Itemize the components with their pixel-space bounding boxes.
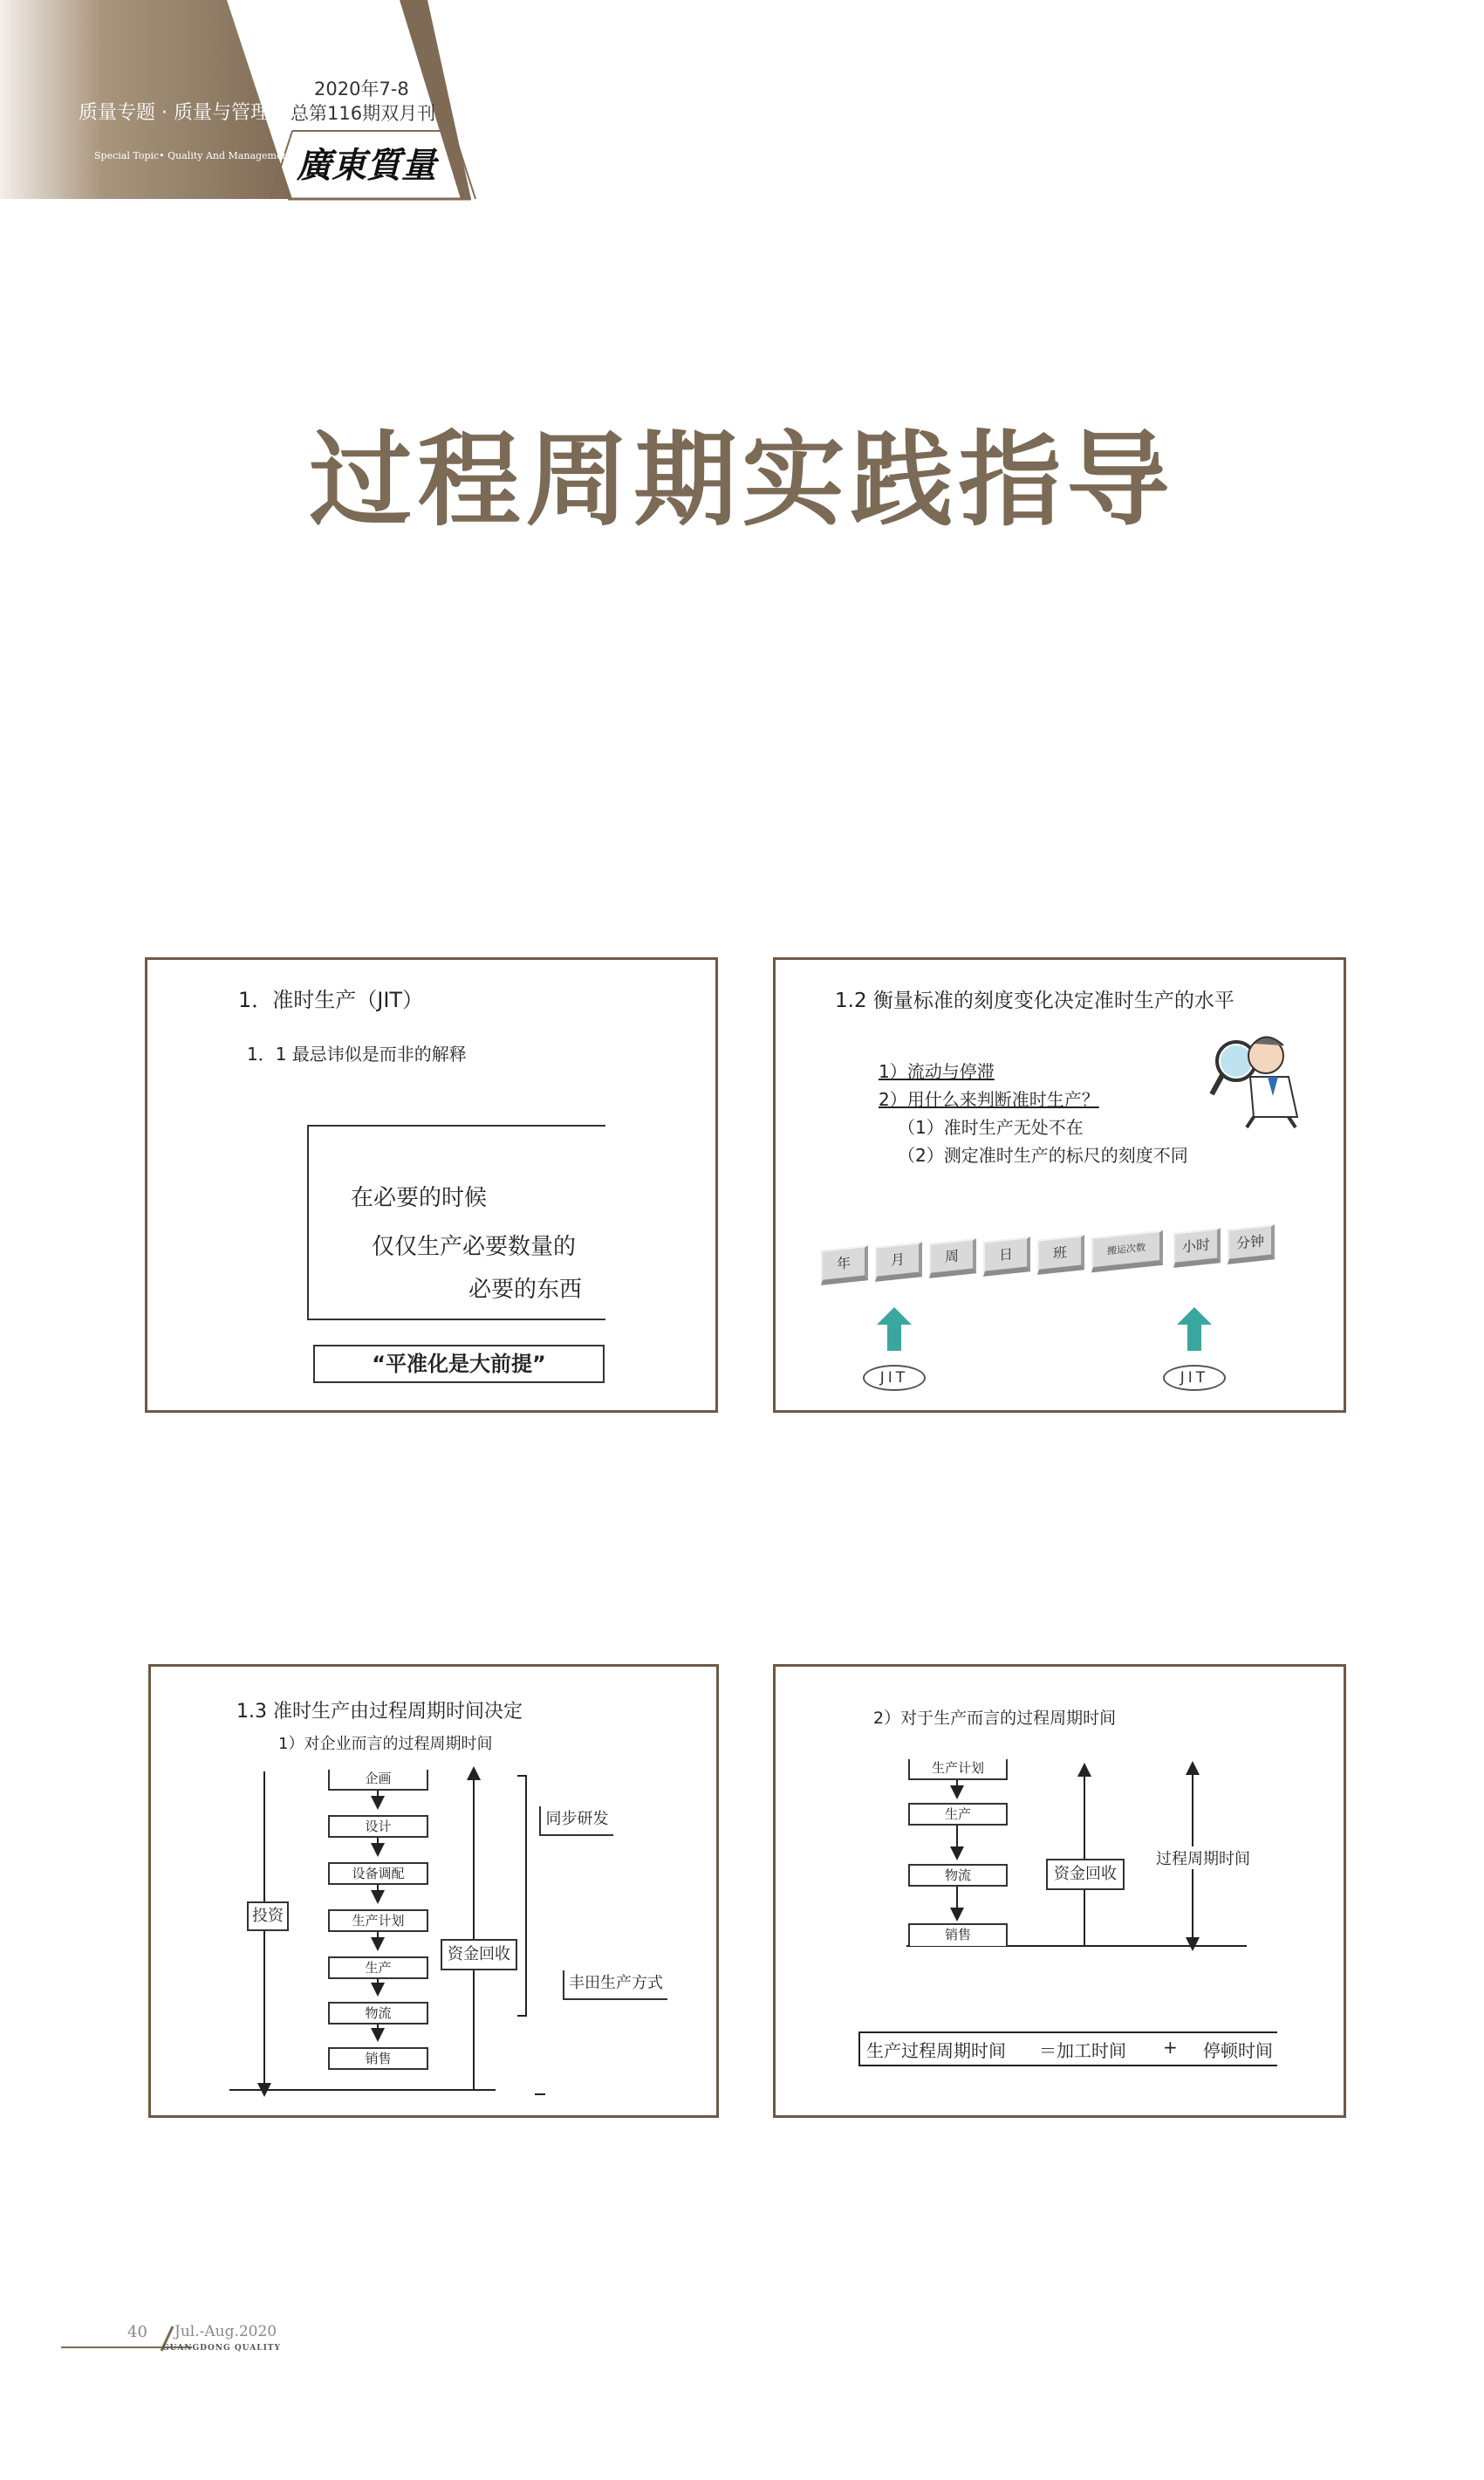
slide2-item2a: （1）准时生产无处不在 (898, 1117, 1084, 1138)
jit-label-1: JIT (863, 1365, 926, 1391)
p-label-fund-recovery: 资金回收 (1046, 1859, 1125, 1890)
label-sync-dev: 同步研发 (539, 1806, 613, 1836)
p-step-plan: 生产计划 (908, 1759, 1008, 1780)
header-issue-date: 2020年7-8 (314, 79, 409, 99)
page-title: 过程周期实践指导 (309, 419, 1175, 540)
slide2-item2: 2）用什么来判断准时生产？ (879, 1089, 1099, 1110)
jit-label-2: JIT (1163, 1365, 1226, 1391)
slide1-sub: 1．1 最忌讳似是而非的解释 (247, 1044, 467, 1065)
inspector-icon (1201, 1026, 1306, 1131)
footer-magazine: GUANGDONG QUALITY (162, 2344, 281, 2353)
header-issue-no: 总第116期双月刊 (291, 103, 436, 124)
scale-key-transport: 搬运次数 (1091, 1230, 1163, 1273)
scale-key-week: 周 (929, 1238, 976, 1278)
scale-key-day: 日 (983, 1237, 1030, 1277)
slide-enterprise-cycle (148, 1664, 719, 2118)
slide-jit (145, 957, 718, 1413)
slide-production-cycle (773, 1664, 1346, 2118)
slide2-heading: 1.2 衡量标准的刻度变化决定准时生产的水平 (835, 990, 1234, 1012)
formula-cycle: 生产过程周期时间 (866, 2040, 1006, 2061)
slide3-heading: 1.3 准时生产由过程周期时间决定 (236, 1701, 523, 1723)
slide1-heading: 1．准时生产（JIT） (238, 988, 424, 1012)
enterprise-flow-lines (151, 1667, 721, 2120)
magazine-logo: 廣東質量 (297, 145, 436, 186)
p-step-production: 生产 (908, 1803, 1008, 1826)
footer-page-number: 40 (127, 2323, 147, 2341)
scale-key-month: 月 (875, 1242, 922, 1282)
definition-line1: 在必要的时候 (351, 1185, 488, 1211)
step-sales: 销售 (328, 2047, 428, 2070)
label-fund-recovery: 资金回收 (441, 1939, 517, 1970)
step-design: 设计 (328, 1815, 428, 1838)
slide2-item1: 1）流动与停滞 (879, 1061, 995, 1082)
slide3-sub: 1）对企业而言的过程周期时间 (278, 1735, 493, 1753)
label-invest: 投资 (247, 1901, 289, 1931)
header-column: 质量专题 · 质量与管理 (79, 102, 270, 124)
step-logistics: 物流 (328, 2002, 428, 2024)
p-step-sales: 销售 (908, 1923, 1008, 1946)
scale-key-minute: 分钟 (1228, 1224, 1275, 1264)
step-production: 生产 (328, 1956, 428, 1979)
formula-plus: + (1163, 2037, 1178, 2058)
slide-scale (773, 957, 1346, 1413)
p-step-logistics: 物流 (908, 1864, 1008, 1887)
formula-process: ＝加工时间 (1039, 2040, 1126, 2061)
p-label-cycle-time: 过程周期时间 (1156, 1846, 1250, 1869)
label-toyota: 丰田生产方式 (563, 1970, 667, 2000)
footer-date: Jul.-Aug.2020 (174, 2323, 277, 2340)
scale-key-shift: 班 (1037, 1235, 1084, 1275)
scale-key-year: 年 (821, 1245, 868, 1285)
step-production-plan: 生产计划 (328, 1909, 428, 1932)
step-equipment: 设备调配 (328, 1862, 428, 1885)
up-arrow-icon (1177, 1307, 1212, 1351)
formula-idle: 停顿时间 (1203, 2040, 1273, 2061)
up-arrow-icon (877, 1307, 912, 1351)
header-column-en: Special Topic• Quality And Management (94, 150, 293, 161)
scale-key-hour: 小时 (1173, 1228, 1221, 1268)
definition-line2: 仅仅生产必要数量的 (372, 1234, 577, 1260)
definition-line3: 必要的东西 (468, 1277, 583, 1303)
leveling-box: “平准化是大前提” (313, 1345, 605, 1383)
slide4-heading: 2）对于生产而言的过程周期时间 (873, 1709, 1117, 1728)
step-planning: 企画 (328, 1770, 428, 1791)
slide2-item2b: （2）测定准时生产的标尺的刻度不同 (898, 1145, 1188, 1166)
